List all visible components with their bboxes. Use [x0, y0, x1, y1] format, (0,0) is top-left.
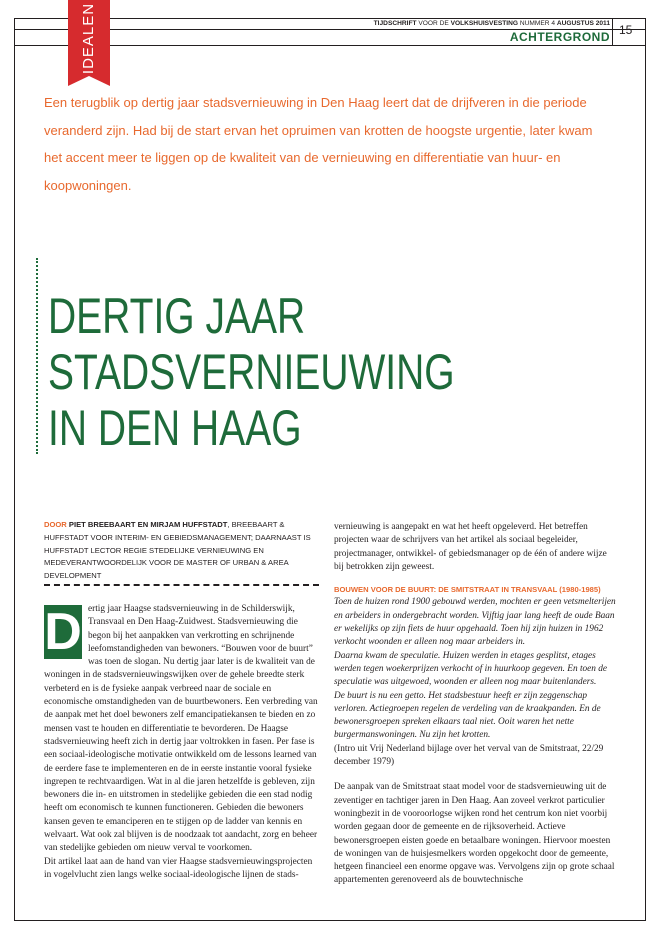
title-dotted-rule — [36, 258, 38, 454]
intro-text: Een terugblik op dertig jaar stadsvernieuwing in Den Haag leert dat de drijfveren in die periode veranderd zijn. Had bij de start ervan het opruimen van krotten de hoogste urgentie, later kwam het accent meer te liggen op de kwaliteit van de vernieuwing en differentiatie van huur- en koopwoningen. — [44, 95, 593, 193]
article-title — [48, 288, 455, 456]
ribbon-label-wrap — [68, 0, 110, 76]
col1-paragraph-1: ertig jaar Haagse stadsvernieuwing in de Schilderswijk, Transvaal en Den Haag-Zuidwest. Stadsvernieuwing die begon bij het aanpakken van verkrotting en schrijnende leefomstandigheden van bewoners. “Bouwen voor de buurt” was toen de slogan. Nu dertig jaar later is de kwaliteit van de woningen in de stadsvernieuwingswijken over de gehele breedte sterk verbeterd en is de fysieke aanpak verbreed naar de sociale en economische omstandigheden van de buurtbewoners. Een verbreding van de aanpak met het doel bewoners zelf emancipatiekansen te bieden en zo mensen vast te houden en differentiatie te bevorderen. De Haagse stadsvernieuwing heeft zich in dertig jaar voltrokken in fasen. Per fase is een sociaal-ideologische motivatie ontwikkeld om de lessons learned van de eerdere fase te implementeren en de in eerste instantie vooral fysieke ingrepen te rechtvaardigen. Wat in al die jaren hetzelfde is gebleven, zijn bewoners die in- en uitstromen in stedelijke gebieden die een stad nodig heeft om economisch te kunnen functioneren. Gebieden die bewoners kansen geven te emanciperen en te stijgen op de ladder van kennis en welvaart. Wat ook zal blijven is de noodzaak tot aandacht, zorg en beheer van stedelijke gebieden om nieuw verval te voorkomen. — [44, 604, 318, 854]
byline-dashed-rule — [44, 584, 319, 586]
quote-2: Daarna kwam de speculatie. Huizen werden in etages gesplitst, etages werden tegen woekerprijzen verkocht of in huurkoop gegeven. En toen de speculatie was uitgewoed, woonden er alleen nog maar buitenlanders. — [334, 650, 608, 688]
journal-name: VOLKSHUISVESTING — [450, 20, 519, 27]
title-line-2: STADSVERNIEUWING — [48, 343, 455, 400]
journal-pre: TIJDSCHRIFT — [373, 20, 417, 27]
subheading: BOUWEN VOOR DE BUURT: DE SMITSTRAAT IN TRANSVAAL (1980-1985) — [334, 585, 601, 595]
drop-cap: D — [44, 603, 82, 661]
issue-date: AUGUSTUS 2011 — [556, 20, 610, 27]
byline-authors: PIET BREEBAART EN MIRJAM HUFFSTADT — [66, 520, 228, 529]
section-title: ACHTERGROND — [509, 30, 610, 44]
journal-mid: VOOR DE — [416, 20, 451, 27]
ribbon-label: IDEALEN — [80, 2, 98, 74]
issue-number: NUMMER 4 — [518, 20, 557, 27]
col2-paragraph-1: vernieuwing is aangepakt en wat het heeft opgeleverd. Het betreffen projecten waar de schrijvers van het artikel als sociaal begeleider, projectmanager, ontwikkel- of gebiedsmanager op de één of andere wijze bij betrokken zijn geweest. — [334, 522, 607, 572]
quote-source: (Intro uit Vrij Nederland bijlage over het verval van de Smitstraat, 22/29 december 1979) — [334, 743, 604, 768]
byline-affiliation: , BREEBAART & HUFFSTADT VOOR INTERIM- EN GEBIEDSMANAGEMENT; DAARNAAST IS HUFFSTADT LECTOR REGIE STEDELIJKE VERNIEUWING EN MEDEVERANTWOORDELIJK VOOR DE MASTER OF URBAN & AREA DEVELOPMENT — [44, 520, 311, 581]
ribbon-tip — [68, 76, 110, 86]
quote-3: De buurt is nu een getto. Het stadsbestuur heeft er zijn zeggenschap verloren. Actiegroepen regelen de verdeling van de kraakpanden. En de bewonersgroepen spreken elkaars taal niet. Ooit waren het nette burgermanswoningen. Nu zijn het krotten. — [334, 690, 601, 741]
page-number: 15 — [619, 23, 633, 37]
quote-1: Toen de huizen rond 1900 gebouwd werden, mochten er geen vetsmelterijen en arbeiders in ondergebracht worden. Vijftig jaar lang heeft de oude Baan er wekelijks op zijn fiets de huur opgehaald. Toen hij zijn huizen in 1962 verkocht woonden er alleen nog maar arbeiders in. — [334, 597, 616, 648]
title-line-3: IN DEN HAAG — [48, 399, 302, 456]
paragraph-gap — [334, 769, 618, 781]
col2-paragraph-2: De aanpak van de Smitstraat staat model voor de stadsvernieuwing uit de zeventiger en tachtiger jaren in Den Haag. Aan zoveel verkrot particulier woningbezit in de vooroorlogse wijken rond het centrum kon niet voorbij worden gegaan door de gemeente en de rijksoverheid. Actieve bewonersgroepen eisten goede en betaalbare woningen. Hiervoor moesten de woningen van de huisjesmelkers worden opgekocht door de gemeente, hetgeen financieel een enorme opgave was. Vervolgens zijn op grote schaal appartementen gerenoveerd als de bouwtechnische — [334, 782, 615, 886]
col1-paragraph-2: Dit artikel laat aan de hand van vier Haagse stadsvernieuwingsprojecten in vogelvlucht zien langs welke sociaal-ideologische lijnen de stads- — [44, 856, 313, 880]
journal-header — [374, 19, 610, 28]
byline-door: DOOR — [44, 520, 67, 529]
column-2 — [334, 521, 618, 888]
byline — [44, 519, 319, 583]
title-line-1: DERTIG JAAR — [48, 287, 306, 344]
column-1 — [44, 603, 320, 882]
page-number-divider — [612, 18, 613, 46]
